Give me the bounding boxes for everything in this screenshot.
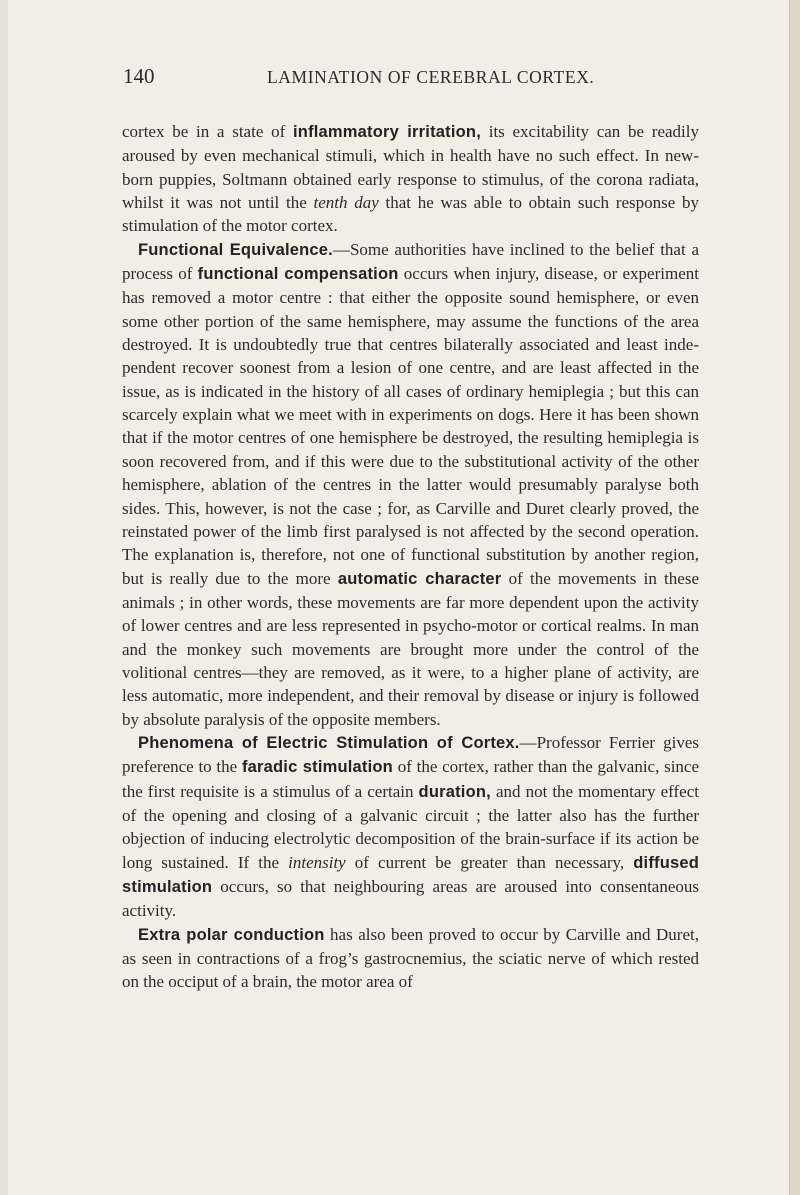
keyword-diffused-stimulation: diffused stimulation (122, 853, 700, 896)
paragraph-electric-stimulation: Phenomena of Electric Stimulation of Cortex.—Professor Ferrier gives preference to the faradic stimulation of the cortex, rather than the galvanic, since the first requisite is a stimulus of a certain duration, and not the momentary effect of the opening and closing of a galvanic circuit ; the latter also has the further objection of inducing electrolytic decomposition of the brain-surface if its action be long sustained. If the intensity of current be greater than necessary, diffused stimulation occurs, so that neighbouring areas are aroused into consentaneous activity. (122, 732, 700, 921)
keyword-inflammatory-irritation: inflammatory irritation, (293, 123, 481, 141)
page-gutter-shadow (0, 0, 8, 1195)
section-heading-extra-polar-conduction: Extra polar conduction (138, 925, 325, 944)
page-number: 140 (123, 64, 155, 88)
section-heading-electric-stimulation: Phenomena of Electric Stimulation of Cortex. (138, 733, 520, 752)
paragraph-functional-equivalence: Functional Equivalence.—Some authorities have inclined to the belief that a process of functional compensation occurs when injury, disease, or experiment has removed a motor centre : that either the opposite sound hemisphere, or even some other portion of the same hemisphere, may assume the functions of the area destroyed. It is undoubtedly true that centres bilaterally associated and least independent recover soonest from a lesion of one centre, and are least affected in the issue, as is indicated in the history of all cases of ordinary hemiplegia ; but this can scarcely explain what we meet with in experiments on dogs. Here it has been shown that if the motor centres of one hemisphere be destroyed, the resulting hemiplegia is soon recovered from, and if this were due to the substitutional activity of the other hemisphere, ablation of the centres in the latter would presumably paralyse both sides. This, however, is not the case ; for, as Carville and Duret clearly proved, the reinstated power of the limb first paralysed is not affected by the second operation. The explanation is, therefore, not one of functional substitution by another region, but is really due to the more automatic character of the movements in these animals ; in other words, these movements are far more dependent upon the activity of lower centres and are less represented in psycho-motor or cortical realms. In man and the monkey such movements are brought more under the control of the volitional centres—they are removed, as it were, to a higher plane of activity, are less automatic, more independent, and their removal by disease or injury is followed by absolute paralysis of the opposite members. (122, 239, 699, 729)
paragraph-inflammatory-irritation: cortex be in a state of inflammatory irritation, its excitability can be readily aroused by even mechanical stimuli, which in health have no such effect. In new-born puppies, Soltmann obtained early response to stimulus, of the corona radiata, whilst it was not until the tenth day that he was able to obtain such response by stimulation of the motor cortex. (122, 122, 700, 236)
body-text (122, 120, 699, 994)
keyword-functional-compensation: functional compensation (197, 265, 399, 284)
page-edge (789, 0, 800, 1195)
page-header (0, 64, 790, 94)
keyword-duration: duration, (418, 782, 491, 801)
emphasis-tenth-day: tenth day (313, 193, 379, 213)
paragraph-extra-polar-conduction: Extra polar conduction has also been proved to occur by Carville and Duret, as seen in contractions of a frog’s gastrocnemius, the sciatic nerve of which rested on the occiput of a brain, the motor area of (122, 924, 699, 992)
keyword-faradic-stimulation: faradic stimulation (241, 758, 393, 777)
section-heading-functional-equivalence: Functional Equivalence. (138, 240, 333, 259)
emphasis-intensity: intensity (288, 852, 346, 872)
running-head: LAMINATION OF CEREBRAL CORTEX. (267, 67, 595, 87)
keyword-automatic-character: automatic character (337, 569, 502, 588)
